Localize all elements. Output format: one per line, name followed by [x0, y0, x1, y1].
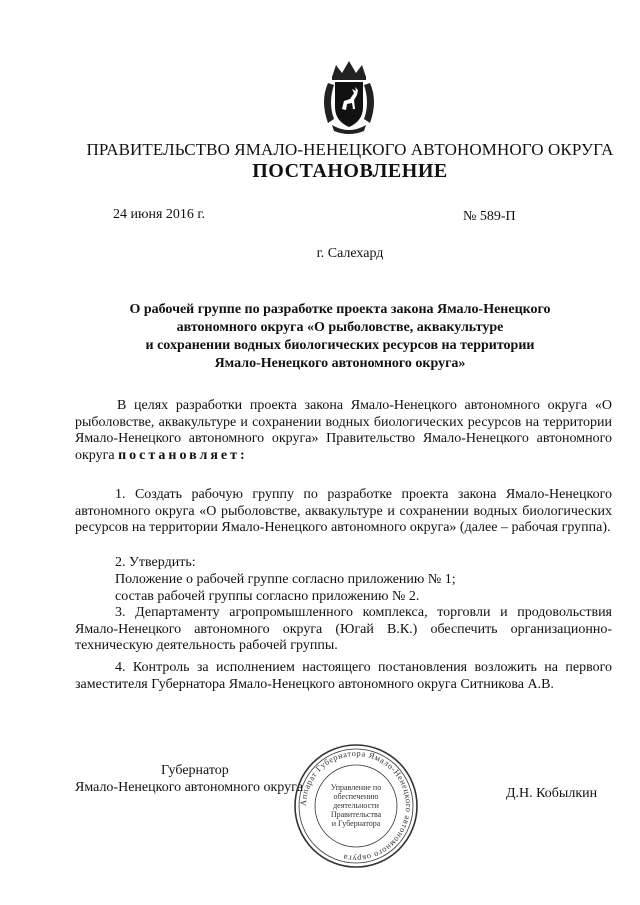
item-4-paragraph	[75, 660, 612, 693]
coat-of-arms-emblem	[318, 57, 380, 135]
government-name: ПРАВИТЕЛЬСТВО ЯМАЛО-НЕНЕЦКОГО АВТОНОМНОГО ОКРУГА	[86, 140, 614, 159]
signatory-name: Д.Н. Кобылкин	[506, 786, 598, 801]
item-4-text: 4. Контроль за исполнением настоящего постановления возложить на первого заместителя Губернатора Ямало-Ненецкого автономного округа Ситникова А.В.	[75, 660, 612, 692]
seal-ring-text: Аппарат Губернатора Ямало-Ненецкого автономного округа	[298, 748, 414, 864]
official-seal	[292, 742, 420, 870]
item-1-text: 1. Создать рабочую группу по разработке проекта закона Ямало-Ненецкого автономного округа «О рыболовстве, аквакультуре и сохранении водных биологических ресурсов на территории Ямало-Ненецкого автономного округа» (далее – рабочая группа).	[75, 487, 612, 536]
preamble-text: В целях разработки проекта закона Ямало-Ненецкого автономного округа «О рыболовстве, аквакультуре и сохранении водных биологических ресурсов на территории Ямало-Ненецкого автономного округа» Правительство Ямало-Ненецкого автономного округа	[75, 398, 612, 464]
preamble-paragraph	[75, 398, 612, 465]
signature-position-line2: Ямало-Ненецкого автономного округа	[75, 780, 304, 795]
seal-center-line: Управление по	[330, 783, 382, 792]
heading-line: и сохранении водных биологических ресурсов на территории	[145, 338, 535, 353]
document-heading	[80, 301, 600, 373]
item-3-text: 3. Департаменту агропромышленного комплекса, торговли и продовольствия Ямало-Ненецкого автономного округа (Югай В.К.) обеспечить организационно-техническую деятельность рабочей группы.	[75, 605, 612, 654]
heading-line: Ямало-Ненецкого автономного округа»	[214, 356, 466, 371]
seal-center-line: и Губернатора	[331, 819, 381, 828]
seal-center-line: обеспечению	[333, 792, 379, 801]
item-2-text: 2. Утвердить:	[115, 555, 196, 570]
decree-word: постановляет:	[118, 448, 248, 464]
document-type: ПОСТАНОВЛЕНИЕ	[252, 160, 448, 182]
signature-position-line1: Губернатор	[161, 763, 229, 778]
heading-line: автономного округа «О рыболовстве, аквакультуре	[176, 320, 504, 335]
item-3-paragraph	[75, 605, 612, 655]
seal-center-line: Правительства	[330, 810, 382, 819]
item-2b-text: состав рабочей группы согласно приложению № 2.	[115, 589, 420, 604]
item-1-paragraph	[75, 487, 612, 537]
document-date: 24 июня 2016 г.	[113, 207, 206, 222]
seal-center-line: деятельности	[333, 801, 379, 810]
document-city: г. Салехард	[316, 246, 384, 261]
heading-line: О рабочей группе по разработке проекта закона Ямало-Ненецкого	[129, 302, 551, 317]
item-2a-text: Положение о рабочей группе согласно приложению № 1;	[115, 572, 456, 587]
document-number: № 589-П	[463, 209, 516, 224]
